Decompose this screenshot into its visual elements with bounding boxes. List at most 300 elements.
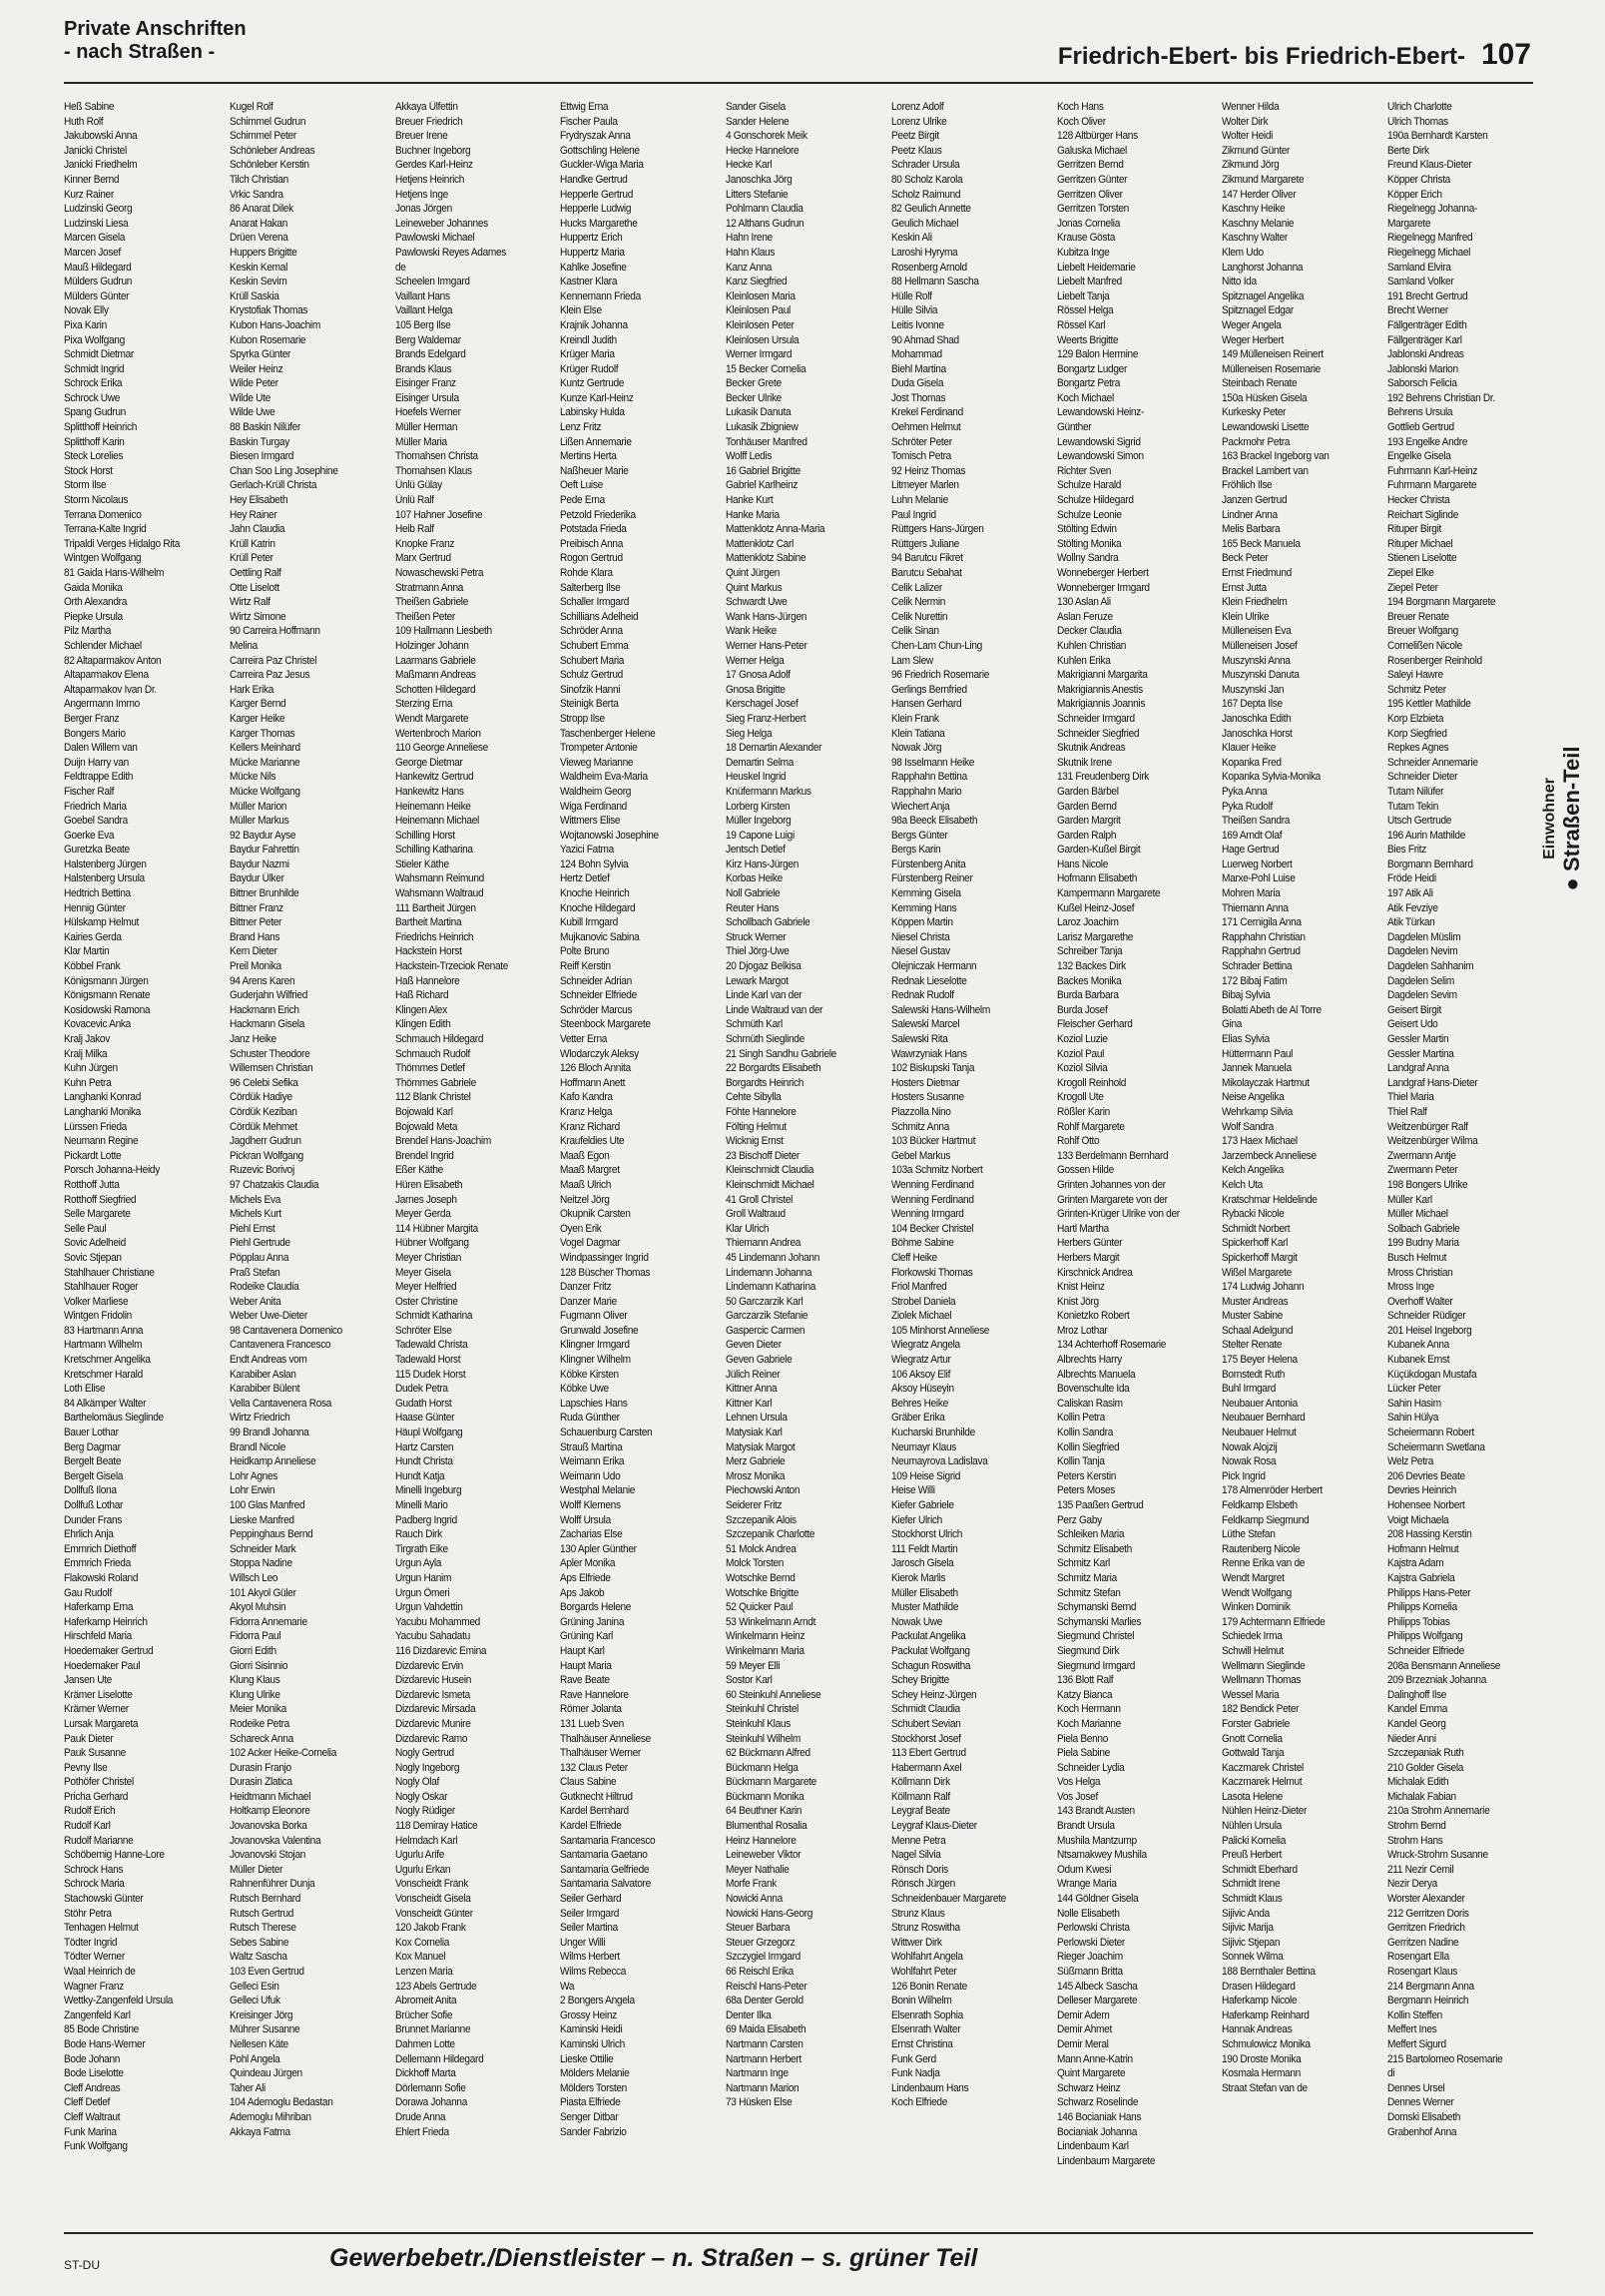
directory-entry: Quint Jürgen bbox=[726, 567, 781, 579]
directory-entry: 197 Atik Ali bbox=[1387, 887, 1433, 900]
directory-entry: Wessel Maria bbox=[1222, 1688, 1280, 1701]
directory-entry: Litters Stefanie bbox=[726, 188, 789, 201]
directory-entry: Karger Thomas bbox=[229, 727, 295, 740]
directory-entry: Nellesen Käte bbox=[229, 2037, 288, 2050]
directory-entry: Kollin Sandra bbox=[1056, 1427, 1113, 1439]
directory-entry: Wintgen Fridolin bbox=[64, 1310, 132, 1323]
directory-entry: Utsch Gertrude bbox=[1387, 815, 1452, 828]
directory-entry: Ettwig Erna bbox=[560, 101, 609, 113]
directory-entry: Dickhoff Marta bbox=[394, 2067, 456, 2080]
directory-entry: Packmohr Petra bbox=[1222, 435, 1291, 448]
directory-column bbox=[1387, 100, 1541, 2226]
directory-entry: 135 Paaßen Gertrud bbox=[1056, 1499, 1144, 1511]
directory-entry: 104 Ademoglu Bedastan bbox=[229, 2096, 333, 2109]
directory-entry: Unger Willi bbox=[560, 1936, 606, 1949]
directory-entry: Eisinger Franz bbox=[394, 377, 456, 390]
directory-entry: Zikmund Jörg bbox=[1222, 159, 1280, 172]
directory-entry: Rößler Karin bbox=[1056, 1105, 1110, 1118]
directory-entry: Albrechts Manuela bbox=[1056, 1368, 1135, 1381]
directory-entry: Dennes Ursel bbox=[1387, 2081, 1445, 2094]
footer-note: Gewerbebetr./Dienstleister – n. Straßen – s. grüner Teil bbox=[329, 2244, 978, 2272]
directory-entry: Schreiber Tanja bbox=[1056, 945, 1122, 958]
directory-entry: 210 Golder Gisela bbox=[1387, 1761, 1464, 1774]
directory-entry: Müller Ingeborg bbox=[726, 815, 792, 828]
directory-entry: 194 Borgmann Margarete bbox=[1387, 596, 1496, 609]
directory-entry: Schagun Roswitha bbox=[890, 1659, 971, 1672]
directory-entry: Pick Ingrid bbox=[1222, 1469, 1267, 1482]
directory-entry: Maaß Ulrich bbox=[560, 1178, 612, 1191]
directory-entry: Danzer Fritz bbox=[560, 1281, 612, 1294]
directory-entry: Biehl Martina bbox=[890, 362, 946, 375]
directory-entry: Stock Horst bbox=[64, 464, 113, 477]
directory-entry: Klung Klaus bbox=[229, 1674, 280, 1687]
directory-entry: Urgun Hanim bbox=[394, 1571, 451, 1584]
directory-entry: Wendt Margarete bbox=[394, 712, 468, 725]
directory-entry: Merz Gabriele bbox=[726, 1455, 786, 1468]
directory-entry: 126 Bloch Annita bbox=[560, 1062, 632, 1075]
directory-entry: Vella Cantavenera Rosa bbox=[229, 1397, 331, 1410]
directory-entry: Handke Gertrud bbox=[560, 173, 628, 186]
directory-entry: Jonas Cornelia bbox=[1056, 217, 1120, 230]
directory-entry: Garden Margrit bbox=[1056, 815, 1121, 828]
directory-entry: Jahn Claudia bbox=[229, 523, 284, 536]
directory-entry: Fuhrmann Margarete bbox=[1387, 479, 1477, 492]
directory-entry: Splitthoff Karin bbox=[64, 435, 125, 448]
directory-entry: Fölting Helmut bbox=[726, 1120, 787, 1133]
directory-entry: Michalak Edith bbox=[1387, 1776, 1449, 1789]
directory-entry: Seiler Martina bbox=[560, 1922, 619, 1935]
directory-entry: 98 Cantavenera Domenico bbox=[229, 1324, 342, 1337]
directory-entry: 190 Droste Monika bbox=[1222, 2052, 1302, 2065]
directory-entry: Thömmes Gabriele bbox=[394, 1076, 476, 1089]
directory-entry: Spang Gudrun bbox=[64, 406, 126, 419]
directory-entry: Marxe-Pohl Luise bbox=[1222, 872, 1297, 885]
directory-entry: Wiegratz Artur bbox=[890, 1354, 951, 1367]
directory-entry: Rüttgers Juliane bbox=[890, 537, 959, 550]
directory-entry: Meyer Helfried bbox=[394, 1281, 456, 1294]
directory-entry: Wenning Ferdinand bbox=[890, 1193, 974, 1206]
directory-entry: Schmidt Dietmar bbox=[64, 348, 134, 361]
directory-entry: Hoefels Werner bbox=[394, 406, 461, 419]
directory-entry: Salewski Hans-Wilhelm bbox=[890, 1003, 990, 1016]
directory-entry: Cördük Keziban bbox=[229, 1105, 297, 1118]
directory-entry: Wolter Dirk bbox=[1222, 115, 1269, 128]
directory-entry: 199 Budny Maria bbox=[1387, 1237, 1459, 1250]
directory-entry: Gina bbox=[1222, 1018, 1243, 1031]
directory-entry: Heinemann Michael bbox=[394, 815, 479, 828]
directory-entry: Schwardt Uwe bbox=[726, 596, 788, 609]
directory-entry: 51 Molck Andrea bbox=[726, 1542, 797, 1555]
directory-entry: Schrock Erika bbox=[64, 377, 123, 390]
directory-entry: Cantavenera Francesco bbox=[229, 1339, 331, 1352]
directory-entry: Laarmans Gabriele bbox=[394, 654, 476, 667]
directory-entry: Kaminski Heidi bbox=[560, 2023, 623, 2036]
directory-entry: Hüren Elisabeth bbox=[394, 1178, 462, 1191]
directory-entry: Lindenbaum Hans bbox=[890, 2081, 969, 2094]
directory-entry: Orth Alexandra bbox=[64, 596, 128, 609]
directory-entry: Michels Kurt bbox=[229, 1208, 281, 1221]
directory-entry: Minelli Ingeburg bbox=[394, 1484, 461, 1497]
directory-entry: Hoffmann Anett bbox=[560, 1076, 626, 1089]
directory-entry: Noll Gabriele bbox=[726, 887, 781, 900]
directory-entry: Wohlfahrt Angela bbox=[890, 1951, 963, 1964]
directory-entry: Bode Johann bbox=[64, 2052, 121, 2065]
directory-entry: Peetz Birgit bbox=[890, 130, 939, 143]
directory-entry: Emmrich Diethoff bbox=[64, 1542, 137, 1555]
directory-entry: 88 Baskin Nilüfer bbox=[229, 421, 300, 434]
directory-entry: Steck Lorelies bbox=[64, 450, 124, 463]
directory-entry: Haferkamp Nicole bbox=[1222, 1995, 1298, 2008]
directory-entry: Kanz Anna bbox=[726, 261, 773, 274]
directory-entry: Storm Ilse bbox=[64, 479, 107, 492]
directory-entry: Ziepel Peter bbox=[1387, 581, 1438, 594]
directory-entry: Menne Petra bbox=[890, 1834, 946, 1847]
directory-entry: Feldkamp Siegmund bbox=[1222, 1513, 1310, 1526]
directory-entry: Seiler Irmgard bbox=[560, 1907, 620, 1920]
directory-entry: Mroz Lothar bbox=[1056, 1324, 1108, 1337]
directory-entry: 116 Dizdarevic Emina bbox=[394, 1644, 486, 1657]
side-tab bbox=[1541, 699, 1585, 938]
directory-entry: 12 Althans Gudrun bbox=[726, 217, 804, 230]
directory-entry: Schymanski Bernd bbox=[1056, 1601, 1136, 1614]
directory-entry: Wirtz Friedrich bbox=[229, 1412, 290, 1425]
directory-entry: Mührer Susanne bbox=[229, 2023, 300, 2036]
directory-entry: Gerlings Bernfried bbox=[890, 683, 967, 696]
directory-entry: 94 Barutcu Fikret bbox=[890, 552, 963, 565]
directory-entry: Kubill Irmgard bbox=[560, 916, 619, 929]
directory-entry: Celik Sinan bbox=[890, 625, 939, 638]
directory-entry: Winkelmann Heinz bbox=[726, 1630, 805, 1643]
directory-entry: Kubanek Anna bbox=[1387, 1339, 1450, 1352]
directory-entry: Keskin Sevim bbox=[229, 276, 287, 288]
directory-entry: Pauk Dieter bbox=[64, 1732, 114, 1745]
directory-entry: Neubauer Bernhard bbox=[1222, 1412, 1306, 1425]
directory-entry: Weber Uwe-Dieter bbox=[229, 1310, 307, 1323]
directory-entry: Bartheit Martina bbox=[394, 916, 461, 929]
directory-entry: Terrana Domenico bbox=[64, 508, 142, 521]
directory-entry: Mülleneisen Rosemarie bbox=[1222, 362, 1322, 375]
directory-entry: Koch Hermann bbox=[1056, 1703, 1121, 1716]
directory-entry: Taher Ali bbox=[229, 2081, 266, 2094]
directory-entry: Jentsch Detlef bbox=[726, 844, 786, 857]
directory-entry: Cördük Hadiye bbox=[229, 1091, 292, 1104]
directory-entry: Weger Angela bbox=[1222, 318, 1282, 331]
directory-entry: Schleiken Maria bbox=[1056, 1528, 1124, 1541]
directory-entry: Hucks Margarethe bbox=[560, 217, 638, 230]
directory-entry: Skutnik Irene bbox=[1056, 756, 1112, 769]
directory-entry: Preil Monika bbox=[229, 960, 281, 973]
directory-entry: Nolle Elisabeth bbox=[1056, 1907, 1120, 1920]
directory-entry: Makrigiannis Joannis bbox=[1056, 698, 1145, 711]
directory-entry: Worster Alexander bbox=[1387, 1893, 1465, 1906]
directory-entry: Sander Fabrizio bbox=[560, 2125, 627, 2138]
directory-entry: Sahin Hasim bbox=[1387, 1397, 1442, 1410]
directory-entry: 124 Bohn Sylvia bbox=[560, 858, 629, 870]
directory-entry: Wellmann Sieglinde bbox=[1222, 1659, 1306, 1672]
directory-entry: Schey Brigitte bbox=[890, 1674, 949, 1687]
directory-entry: Schubert Sevian bbox=[890, 1717, 961, 1730]
directory-entry: 68a Denter Gerold bbox=[726, 1995, 803, 2008]
directory-entry: Hackmann Gisela bbox=[229, 1018, 304, 1031]
directory-entry: 45 Lindemann Johann bbox=[726, 1251, 820, 1264]
directory-entry: Fröhlich Ilse bbox=[1222, 479, 1273, 492]
directory-entry: Jonas Jörgen bbox=[394, 203, 452, 216]
directory-entry: Nowicki Hans-Georg bbox=[726, 1907, 813, 1920]
directory-entry: Bauer Lothar bbox=[64, 1427, 119, 1439]
directory-entry: Olejniczak Hermann bbox=[890, 960, 977, 973]
directory-entry: Knist Jörg bbox=[1056, 1295, 1099, 1308]
directory-entry: Neubauer Antonia bbox=[1222, 1397, 1299, 1410]
directory-entry: Hundt Christa bbox=[394, 1455, 453, 1468]
directory-entry: Wa bbox=[560, 1980, 575, 1993]
header-divider bbox=[64, 82, 1533, 84]
directory-entry: Terrana-Kalte Ingrid bbox=[64, 523, 147, 536]
directory-entry: Schrock Hans bbox=[64, 1863, 124, 1876]
directory-entry: Oyen Erik bbox=[560, 1222, 602, 1235]
directory-entry: Günther bbox=[1056, 421, 1091, 434]
directory-entry: 64 Beuthner Karin bbox=[726, 1805, 802, 1818]
directory-entry: Margarete bbox=[1387, 217, 1431, 230]
directory-entry: Decker Claudia bbox=[1056, 625, 1122, 638]
directory-entry: Rutsch Bernhard bbox=[229, 1893, 300, 1906]
directory-entry: Klein Else bbox=[560, 304, 603, 317]
directory-entry: Kastner Klara bbox=[560, 276, 618, 288]
directory-entry: Tödter Ingrid bbox=[64, 1936, 118, 1949]
directory-entry: Heib Ralf bbox=[394, 523, 434, 536]
directory-entry: Beck Peter bbox=[1222, 552, 1269, 565]
directory-entry: Heinemann Heike bbox=[394, 800, 471, 813]
directory-entry: Bongartz Petra bbox=[1056, 377, 1120, 390]
directory-entry: 82 Geulich Annette bbox=[890, 203, 971, 216]
directory-entry: Tripaldi Verges Hidalgo Rita bbox=[64, 537, 181, 550]
directory-entry: Brandl Nicole bbox=[229, 1440, 285, 1453]
directory-entry: Caliskan Rasim bbox=[1056, 1397, 1123, 1410]
directory-entry: Wilde Peter bbox=[229, 377, 278, 390]
directory-entry: Mross Inge bbox=[1387, 1281, 1435, 1294]
directory-entry: Richter Sven bbox=[1056, 464, 1111, 477]
directory-entry: Breuer Friedrich bbox=[394, 115, 462, 128]
directory-entry: Gessler Martin bbox=[1387, 1033, 1449, 1045]
directory-entry: Thomahsen Klaus bbox=[394, 464, 472, 477]
directory-entry: 96 Friedrich Rosemarie bbox=[890, 669, 989, 682]
directory-entry: Meyer Nathalie bbox=[726, 1863, 790, 1876]
directory-entry: Schollbach Gabriele bbox=[726, 916, 810, 929]
directory-entry: Oster Christine bbox=[394, 1295, 458, 1308]
directory-entry: Quint Markus bbox=[726, 581, 783, 594]
footer-divider bbox=[64, 2232, 1533, 2234]
directory-entry: 146 Bocianiak Hans bbox=[1056, 2110, 1141, 2123]
directory-entry: Garden Bernd bbox=[1056, 800, 1117, 813]
directory-entry: Kittner Karl bbox=[726, 1397, 773, 1410]
directory-entry: Brecht Werner bbox=[1387, 304, 1449, 317]
directory-entry: Pickran Wolfgang bbox=[229, 1149, 303, 1162]
directory-entry: 69 Maida Elisabeth bbox=[726, 2023, 806, 2036]
directory-entry: Flakowski Roland bbox=[64, 1571, 139, 1584]
directory-entry: Seiler Gerhard bbox=[560, 1893, 622, 1906]
directory-entry: Jablonski Andreas bbox=[1387, 348, 1464, 361]
directory-entry: Rituper Michael bbox=[1387, 537, 1453, 550]
directory-entry: Brands Klaus bbox=[394, 362, 451, 375]
directory-entry: Schimmel Gudrun bbox=[229, 115, 305, 128]
directory-entry: Krüll Saskia bbox=[229, 289, 279, 302]
directory-entry: Kardel Elfriede bbox=[560, 1820, 622, 1833]
directory-entry: 193 Engelke Andre bbox=[1387, 435, 1468, 448]
directory-entry: Helmdach Karl bbox=[394, 1834, 457, 1847]
directory-entry: Weger Herbert bbox=[1222, 333, 1285, 346]
directory-entry: Kuhn Jürgen bbox=[64, 1062, 118, 1075]
directory-entry: Splitthoff Heinrich bbox=[64, 421, 138, 434]
directory-entry: Riegelnegg Michael bbox=[1387, 246, 1471, 259]
directory-entry: Kaschny Heike bbox=[1222, 203, 1286, 216]
directory-entry: Welz Petra bbox=[1387, 1455, 1434, 1468]
directory-entry: Abromeit Anita bbox=[394, 1995, 456, 2008]
directory-entry: Labinsky Hulda bbox=[560, 406, 626, 419]
directory-entry: 90 Carreira Hoffmann bbox=[229, 625, 320, 638]
directory-entry: Gerritzen Nadine bbox=[1387, 1936, 1459, 1949]
directory-entry: Trompeter Antonie bbox=[560, 742, 638, 755]
directory-entry: Wollny Sandra bbox=[1056, 552, 1119, 565]
directory-entry: Schneider Elfriede bbox=[1387, 1644, 1465, 1657]
directory-entry: Pyka Rudolf bbox=[1222, 800, 1274, 813]
directory-entry: 208 Hassing Kerstin bbox=[1387, 1528, 1472, 1541]
directory-entry: 130 Apler Günther bbox=[560, 1542, 638, 1555]
directory-entry: Schaller Irmgard bbox=[560, 596, 630, 609]
directory-entry: Muster Andreas bbox=[1222, 1295, 1289, 1308]
directory-entry: Peters Kerstin bbox=[1056, 1469, 1116, 1482]
directory-entry: Weimann Erika bbox=[560, 1455, 625, 1468]
directory-entry: Potstada Frieda bbox=[560, 523, 627, 536]
directory-entry: 163 Brackel Ingeborg van bbox=[1222, 450, 1331, 463]
directory-entry: Knoche Hildegard bbox=[560, 901, 636, 914]
directory-entry: Wenner Hilda bbox=[1222, 101, 1280, 113]
directory-entry: Müller Dieter bbox=[229, 1863, 282, 1876]
directory-entry: Nowak Uwe bbox=[890, 1615, 942, 1628]
directory-entry: Gaida Monika bbox=[64, 581, 123, 594]
directory-entry: 118 Demiray Hatice bbox=[394, 1820, 477, 1833]
directory-entry: Schotten Hildegard bbox=[394, 683, 475, 696]
directory-entry: Funk Wolfgang bbox=[64, 2140, 128, 2153]
directory-entry: Volker Marliese bbox=[64, 1295, 129, 1308]
directory-entry: Chan Soo Ling Josephine bbox=[229, 464, 338, 477]
directory-entry: Rapphahn Gertrud bbox=[1222, 945, 1302, 958]
directory-entry: Maaß Margret bbox=[560, 1164, 621, 1177]
directory-entry: Rednak Lieselotte bbox=[890, 974, 967, 987]
directory-entry: Saborsch Felicia bbox=[1387, 377, 1457, 390]
directory-entry: Cleff Waltraut bbox=[64, 2110, 121, 2123]
directory-column bbox=[891, 100, 1045, 2226]
directory-entry: Meyer Gisela bbox=[394, 1266, 451, 1279]
directory-entry: 134 Achterhoff Rosemarie bbox=[1056, 1339, 1166, 1352]
directory-entry: Schmidt Irene bbox=[1222, 1878, 1281, 1891]
directory-entry: Neumayr Klaus bbox=[890, 1440, 956, 1453]
directory-entry: Mattenklotz Sabine bbox=[726, 552, 806, 565]
directory-entry: 169 Arndt Olaf bbox=[1222, 829, 1283, 842]
directory-entry: Schmitz Peter bbox=[1387, 683, 1447, 696]
directory-entry: Stachowski Günter bbox=[64, 1893, 144, 1906]
directory-entry: Kuntz Gertrude bbox=[560, 377, 625, 390]
directory-entry: Weimann Udo bbox=[560, 1469, 621, 1482]
directory-entry: Hennig Günter bbox=[64, 901, 126, 914]
directory-entry: Bergelt Gisela bbox=[64, 1469, 124, 1482]
directory-entry: Schmitz Karl bbox=[1056, 1557, 1110, 1570]
directory-entry: Müller Herman bbox=[394, 421, 457, 434]
directory-entry: Schönleber Andreas bbox=[229, 144, 315, 157]
directory-entry: Piehl Ernst bbox=[229, 1222, 275, 1235]
directory-entry: Pohlmann Claudia bbox=[726, 203, 803, 216]
directory-entry: 212 Gerritzen Doris bbox=[1387, 1907, 1469, 1920]
directory-entry: Kiefer Gabriele bbox=[890, 1499, 954, 1511]
directory-entry: 111 Feldt Martin bbox=[890, 1542, 958, 1555]
directory-entry: Wilms Rebecca bbox=[560, 1966, 627, 1978]
directory-entry: 165 Beck Manuela bbox=[1222, 537, 1302, 550]
directory-entry: Biesen Irmgard bbox=[229, 450, 293, 463]
directory-entry: Schmidt Norbert bbox=[1222, 1222, 1291, 1235]
directory-entry: Garden Ralph bbox=[1056, 829, 1116, 842]
directory-entry: Kirschnick Andrea bbox=[1056, 1266, 1133, 1279]
directory-entry: Gabriel Karlheinz bbox=[726, 479, 799, 492]
directory-entry: 109 Hallmann Liesbeth bbox=[394, 625, 492, 638]
directory-entry: Otte Liselott bbox=[229, 581, 279, 594]
directory-entry: Funk Marina bbox=[64, 2125, 117, 2138]
directory-entry: Wittwer Dirk bbox=[890, 1936, 942, 1949]
directory-entry: Schymanski Marlies bbox=[1056, 1615, 1141, 1628]
directory-entry: Geven Gabriele bbox=[726, 1354, 793, 1367]
directory-entry: Huppertz Erich bbox=[560, 232, 623, 245]
directory-entry: Aksoy Hüseyin bbox=[890, 1383, 954, 1396]
directory-entry: Schwarz Roselinde bbox=[1056, 2096, 1138, 2109]
directory-entry: Krause Gösta bbox=[1056, 232, 1115, 245]
directory-entry: Delleser Margarete bbox=[1056, 1995, 1137, 2008]
directory-entry: Thiel Jörg-Uwe bbox=[726, 945, 790, 958]
directory-entry: Krogoll Reinhold bbox=[1056, 1076, 1126, 1089]
directory-entry: Krajnik Johanna bbox=[560, 318, 629, 331]
directory-entry: 107 Hahner Josefine bbox=[394, 508, 482, 521]
directory-entry: 111 Bartheit Jürgen bbox=[394, 901, 476, 914]
directory-entry: Karger Heike bbox=[229, 712, 284, 725]
directory-entry: Lukasik Zbigniew bbox=[726, 421, 799, 434]
directory-entry: Sonnek Wilma bbox=[1222, 1951, 1284, 1964]
directory-entry: Rohlf Margarete bbox=[1056, 1120, 1125, 1133]
directory-entry: Wehrkamp Silvia bbox=[1222, 1105, 1294, 1118]
directory-entry: Willsch Leo bbox=[229, 1571, 277, 1584]
directory-entry: Siegmund Irmgard bbox=[1056, 1659, 1135, 1672]
directory-entry: Waldheim Eva-Maria bbox=[560, 771, 649, 784]
directory-entry: Langhorst Johanna bbox=[1222, 261, 1304, 274]
directory-entry: Duda Gisela bbox=[890, 377, 944, 390]
directory-entry: Mücke Wolfgang bbox=[229, 785, 300, 798]
directory-entry: Steinigk Berta bbox=[560, 698, 619, 711]
directory-entry: 210a Strohm Annemarie bbox=[1387, 1805, 1490, 1818]
directory-entry: Lam Slew bbox=[890, 654, 933, 667]
directory-entry: Liebelt Manfred bbox=[1056, 276, 1122, 288]
directory-entry: Nartmann Carsten bbox=[726, 2037, 803, 2050]
directory-entry: Strunz Klaus bbox=[890, 1907, 945, 1920]
directory-entry: Mujkanovic Sabina bbox=[560, 930, 640, 943]
directory-entry: Wicknig Ernst bbox=[726, 1135, 784, 1148]
directory-entry: Breuer Wolfgang bbox=[1387, 625, 1459, 638]
directory-entry: Repkes Agnes bbox=[1387, 742, 1449, 755]
directory-entry: Rutsch Therese bbox=[229, 1922, 296, 1935]
directory-entry: Häupl Wolfgang bbox=[394, 1427, 462, 1439]
directory-entry: Fleischer Gerhard bbox=[1056, 1018, 1133, 1031]
directory-entry: Schneider Adrian bbox=[560, 974, 633, 987]
directory-entry: Steuer Grzegorz bbox=[726, 1936, 796, 1949]
directory-entry: Koziol Luzie bbox=[1056, 1033, 1108, 1045]
directory-entry: 120 Jakob Frank bbox=[394, 1922, 466, 1935]
directory-entry: Knüfermann Markus bbox=[726, 785, 811, 798]
directory-entry: Praß Stefan bbox=[229, 1266, 280, 1279]
directory-entry: Zacharias Else bbox=[560, 1528, 623, 1541]
